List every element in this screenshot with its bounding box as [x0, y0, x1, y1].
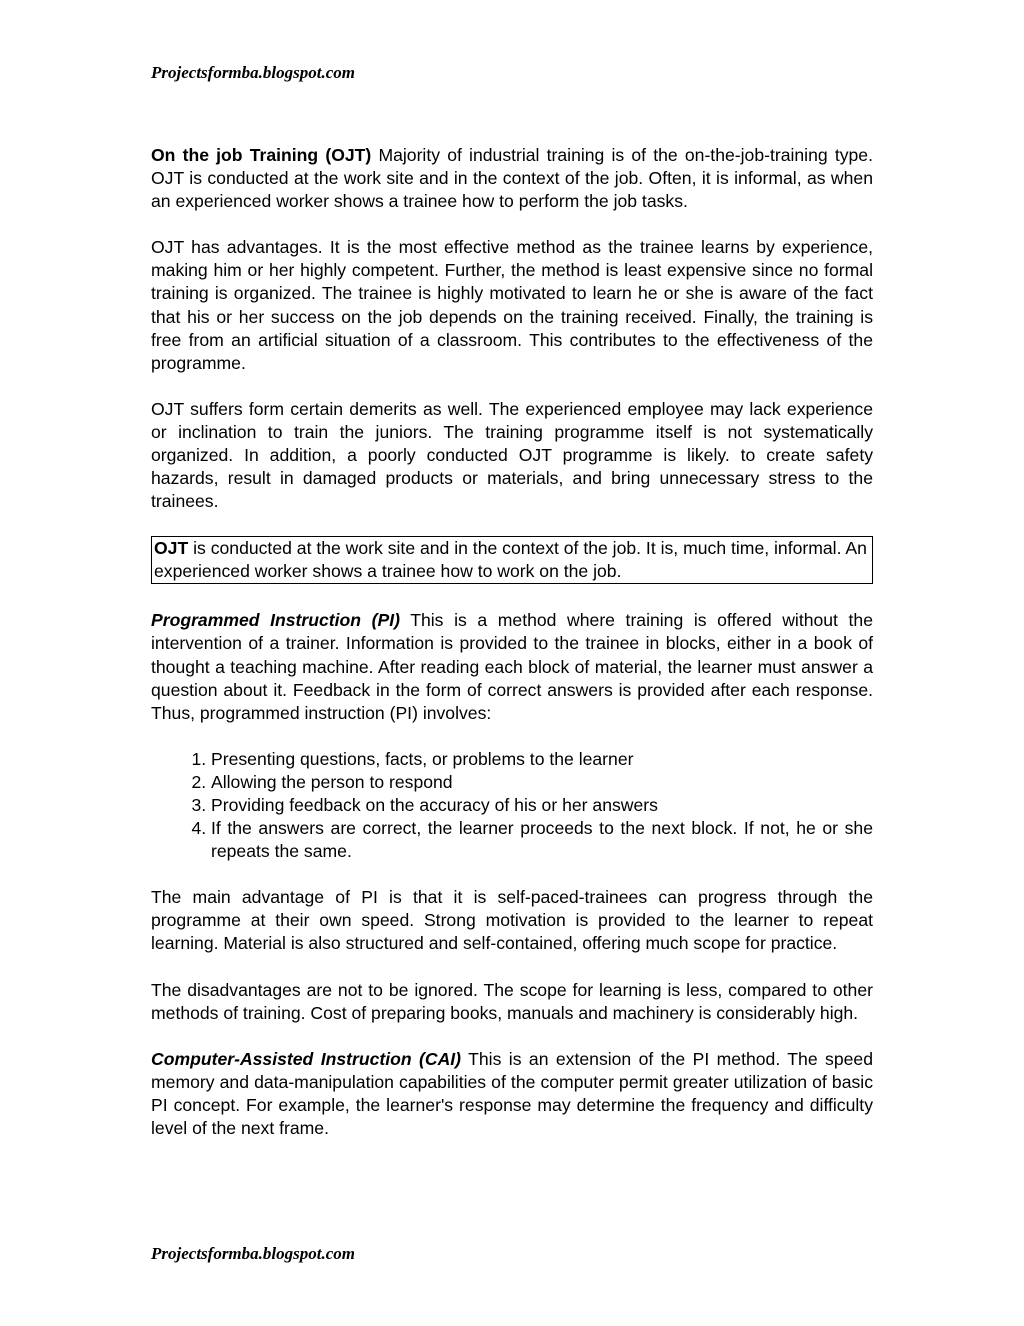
pi-advantage-paragraph: The main advantage of PI is that it is self-paced-trainees can progress through the programme at their own speed. Strong motivation is provided to the learner to repeat learning. Material is also structured and self-contained, offering much scope for practice. — [151, 887, 873, 954]
ojt-heading: On the job Training (OJT) — [151, 145, 372, 165]
list-item: 3. Providing feedback on the accuracy of his or her answers — [211, 794, 873, 817]
ojt-intro-paragraph — [151, 144, 873, 213]
pi-intro-paragraph — [151, 609, 873, 724]
ojt-advantages-paragraph: OJT has advantages. It is the most effective method as the trainee learns by experience, making him or her highly competent. Further, the method is least expensive since no formal training is organized. The trainee is highly motivated to learn he or she is aware of the fact that his or her success on the job depends on the training received. Finally, the training is free from an artificial situation of a classroom. This contributes to the effectiveness of the programme. — [151, 237, 873, 373]
cai-intro-paragraph — [151, 1048, 873, 1140]
ojt-demerits-paragraph: OJT suffers form certain demerits as well. The experienced employee may lack experience or inclination to train the juniors. The training programme itself is not systematically organized. In addition, a poorly conducted OJT programme is likely. to create safety hazards, result in damaged products or materials, and bring unnecessary stress to the trainees. — [151, 398, 873, 512]
cai-heading: Computer-Assisted Instruction (CAI) — [151, 1048, 462, 1069]
pi-intro-text: This is a method where training is offered without the intervention of a trainer. Information is provided to the trainee in blocks, either in a book of thought a teaching machine. After reading each block of material, the learner must answer a question about it. Feedback in the form of correct answers is provided after each response. Thus, programmed instruction (PI) involves: — [151, 610, 874, 723]
list-item: 2. Allowing the person to respond — [211, 771, 873, 794]
cai-intro-text: This is an extension of the PI method. The speed memory and data-manipulation capabilities of the computer permit greater utilization of basic PI concept. For example, the learner's response may determine the frequency and difficulty level of the next frame. — [151, 1048, 873, 1138]
pi-heading: Programmed Instruction (PI) — [151, 610, 400, 631]
footer-site-link[interactable]: Projectsformba.blogspot.com — [151, 1244, 355, 1263]
ojt-summary-body: is conducted at the work site and in the context of the job. It is, much time, informal. An experienced worker shows a trainee how to work on the job. — [154, 538, 867, 582]
ojt-intro-text: Majority of industrial training is of the on-the-job-training type. OJT is conducted at the work site and in the context of the job. Often, it is informal, as when an experienced worker shows a trainee how to perform the job tasks. — [151, 145, 873, 212]
pi-steps-list — [151, 748, 873, 863]
ojt-summary-term: OJT — [154, 538, 189, 559]
list-item: 4. If the answers are correct, the learner proceeds to the next block. If not, he or she repeats the same. — [211, 817, 873, 863]
list-item: 1. Presenting questions, facts, or problems to the learner — [211, 748, 873, 771]
header-site-link[interactable]: Projectsformba.blogspot.com — [151, 63, 355, 82]
ojt-summary-text — [154, 537, 870, 583]
pi-disadvantages-paragraph: The disadvantages are not to be ignored. The scope for learning is less, compared to other methods of training. Cost of preparing books, manuals and machinery is considerably high. — [151, 979, 873, 1023]
ojt-summary-box — [151, 536, 873, 584]
document-body — [151, 144, 873, 1163]
